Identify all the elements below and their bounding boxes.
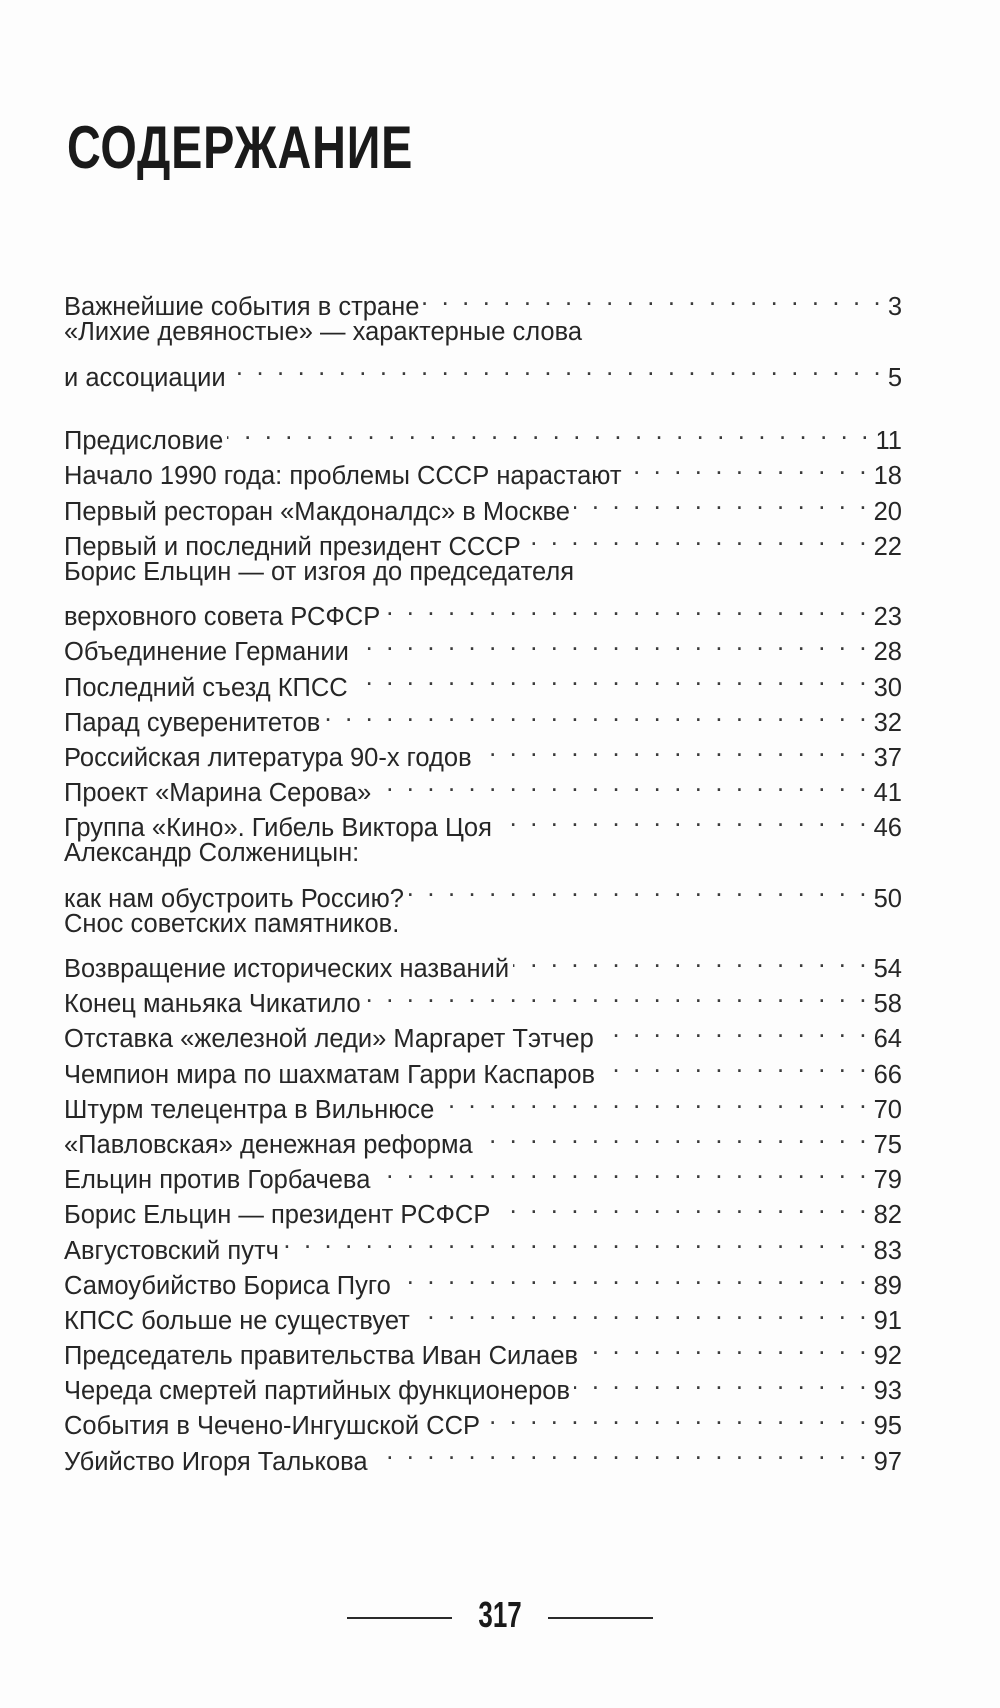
toc-entry-title: Августовский путч (64, 1236, 279, 1265)
toc-entry-line (64, 942, 902, 983)
toc-entry-title: Первый и последний президент СССР (64, 532, 521, 561)
toc-entry-title: «Павловская» денежная реформа (64, 1130, 473, 1159)
toc-entry-title: Председатель правительства Иван Силаев (64, 1342, 579, 1371)
toc-entry-title: Ельцин против Горбачева (64, 1166, 371, 1195)
dot-leader (408, 871, 870, 906)
dot-leader (574, 484, 870, 519)
toc-entry-line (64, 315, 902, 350)
footer-rule-left (347, 1617, 452, 1619)
toc-entry-page: 3 (887, 293, 902, 322)
dot-leader (374, 1153, 869, 1188)
toc-entry-page: 70 (873, 1095, 902, 1124)
toc-front-matter (64, 280, 902, 392)
toc-entry-page: 20 (873, 497, 902, 526)
toc-entry-page: 97 (873, 1447, 902, 1476)
dot-leader (598, 1012, 870, 1047)
dot-leader (599, 1047, 870, 1082)
dot-leader (582, 1329, 870, 1364)
toc-entry-title: Первый ресторан «Макдоналдс» в Москве (64, 497, 570, 526)
toc-entry[interactable] (64, 555, 902, 632)
toc-entry-title: Убийство Игоря Талькова (64, 1447, 368, 1476)
dot-leader (477, 1118, 870, 1153)
toc-entry-title: Снос советских памятников. (64, 909, 400, 938)
dot-leader (395, 1259, 870, 1294)
toc-entry[interactable] (64, 280, 902, 322)
toc-entry-title: Возвращение исторических названий (64, 955, 510, 983)
dot-leader (372, 1434, 870, 1469)
toc-entry-page: 32 (873, 708, 902, 737)
toc-entry-title: Конец маньяка Чикатило (64, 990, 361, 1019)
toc-entry-title: Парад суверенитетов (64, 708, 321, 737)
toc-entry-title: Группа «Кино». Гибель Виктора Цоя (64, 814, 492, 843)
dot-leader (494, 1188, 869, 1223)
toc-entry-page: 50 (873, 884, 902, 913)
dot-leader (384, 590, 869, 625)
toc-entry-page: 30 (873, 673, 902, 702)
dot-leader (227, 414, 871, 449)
toc-entry-line (64, 555, 902, 590)
dot-leader (626, 449, 870, 484)
toc-entry-page: 92 (873, 1342, 902, 1371)
toc-entry-title: Чемпион мира по шахматам Гарри Каспаров (64, 1060, 596, 1089)
toc-entry-page: 64 (873, 1025, 902, 1054)
toc-entry-line (64, 280, 902, 322)
dot-leader (324, 696, 869, 731)
toc-entry-title: Объединение Германии (64, 638, 349, 667)
toc-entry-title: верховного совета РСФСР (64, 603, 381, 632)
toc-entry-line (64, 590, 902, 632)
toc-entry[interactable] (64, 414, 902, 456)
dot-leader (230, 350, 884, 385)
toc-entry-page: 79 (873, 1166, 902, 1195)
toc-entry-page: 66 (873, 1060, 902, 1089)
toc-entry-title: «Лихие девяностые» — характерные слова (64, 318, 583, 347)
toc-entry-page: 95 (873, 1412, 902, 1441)
toc-entry-page: 23 (873, 603, 902, 632)
toc-entry-page: 5 (887, 363, 902, 392)
dot-leader (375, 766, 869, 801)
toc-entry-page: 22 (873, 532, 902, 561)
toc-entry[interactable] (64, 907, 902, 983)
toc-entry-page: 82 (873, 1201, 902, 1230)
footer-rule-right (548, 1617, 653, 1619)
toc-entry-page: 41 (873, 779, 902, 808)
toc-entry-page: 11 (875, 427, 902, 456)
toc-entry-title: Важнейшие события в стране (64, 293, 420, 322)
toc-entry-title: КПСС больше не существует (64, 1306, 410, 1335)
toc-entry-title: Российская литература 90-х годов (64, 743, 472, 772)
toc-entry-title: и ассоциации (64, 363, 226, 392)
toc-entry-title: Проект «Марина Серова» (64, 779, 372, 808)
dot-leader (283, 1223, 870, 1258)
dot-leader (525, 520, 870, 555)
page-footer (0, 1590, 1000, 1640)
toc-entry-title: как нам обустроить Россию? (64, 884, 404, 913)
toc-entry-line (64, 350, 902, 392)
page-number: 317 (478, 1594, 522, 1635)
dot-leader (353, 625, 870, 660)
toc-entry-page: 54 (873, 955, 902, 983)
toc-entry-page: 75 (873, 1130, 902, 1159)
dot-leader (423, 280, 883, 315)
toc-entry-title: Предисловие (64, 427, 224, 456)
toc-entry-title: Штурм телецентра в Вильнюсе (64, 1095, 435, 1124)
toc-entry[interactable] (64, 315, 902, 392)
toc-entry-page: 89 (873, 1271, 902, 1300)
toc-entry-title: События в Чечено-Ингушской ССР (64, 1412, 480, 1441)
dot-leader (365, 977, 870, 1012)
toc-entry-title: Самоубийство Бориса Пуго (64, 1271, 391, 1300)
toc-entry-line (64, 871, 902, 913)
toc-entry-title: Начало 1990 года: проблемы СССР нарастают (64, 462, 622, 491)
dot-leader (438, 1083, 869, 1118)
toc-entry-title: Отставка «железной леди» Маргарет Тэтчер (64, 1025, 594, 1054)
toc-entry-title: Череда смертей партийных функционеров (64, 1377, 571, 1406)
dot-leader (496, 801, 870, 836)
toc-entry-title: Борис Ельцин — от изгоя до председателя (64, 557, 575, 586)
page-title: СОДЕРЖАНИЕ (67, 114, 414, 181)
dot-leader (484, 1399, 870, 1434)
dot-leader (513, 942, 870, 977)
toc-entry-page: 91 (873, 1306, 902, 1335)
toc-entry-title: Александр Солженицын: (64, 839, 360, 868)
toc-chapters (64, 414, 902, 1476)
toc-entry-page: 46 (873, 814, 902, 843)
dot-leader (414, 1294, 870, 1329)
dot-leader (574, 1364, 870, 1399)
toc-entry-line (64, 414, 902, 456)
toc-entry-title: Борис Ельцин — президент РСФСР (64, 1201, 491, 1230)
dot-leader (476, 731, 870, 766)
toc-entry-page: 18 (873, 462, 902, 491)
toc-entry-page: 93 (873, 1377, 902, 1406)
toc-entry-title: Последний съезд КПСС (64, 673, 348, 702)
dot-leader (352, 660, 870, 695)
toc-entry[interactable] (64, 836, 902, 913)
toc-entry-page: 28 (873, 638, 902, 667)
toc-entry-page: 83 (873, 1236, 902, 1265)
toc-entry-page: 58 (873, 990, 902, 1019)
toc-entry-line (64, 907, 902, 942)
toc-entry-page: 37 (873, 743, 902, 772)
